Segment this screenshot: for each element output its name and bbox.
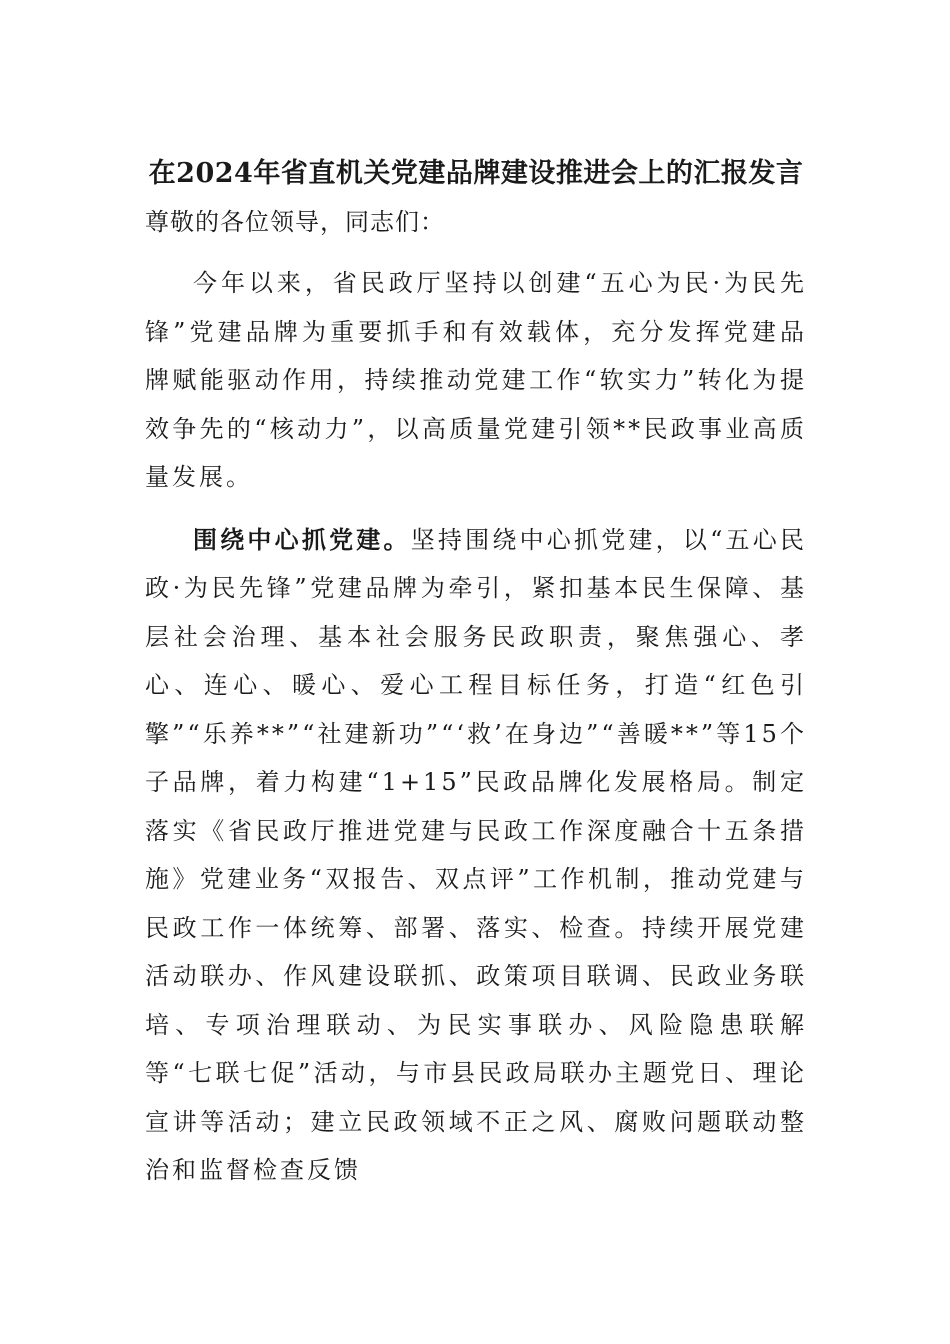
document-body <box>145 150 807 1195</box>
salutation: 尊敬的各位领导，同志们： <box>145 208 445 236</box>
paragraph-party-building <box>145 516 807 1195</box>
paragraph-lead-heading: 围绕中心抓党建。 <box>193 524 411 554</box>
document-title: 在2024年省直机关党建品牌建设推进会上的汇报发言 <box>148 158 804 189</box>
paragraph-body-text: 坚持围绕中心抓党建，以“五心民政·为民先锋”党建品牌为牵引，紧扣基本民生保障、基层社会治理、基本社会服务民政职责，聚焦强心、孝心、连心、暖心、爱心工程目标任务，打造“红色引擎”“乐养**”“社建新功”“‘救’在身边”“善暖**”等15个子品牌，着力构建“1+15”民政品牌化发展格局。制定落实《省民政厅推进党建与民政工作深度融合十五条措施》党建业务“双报告、双点评”工作机制，推动党建与民政工作一体统筹、部署、落实、检查。持续开展党建活动联办、作风建设联抓、政策项目联调、民政业务联培、专项治理联动、为民实事联办、风险隐患联解等“七联七促”活动，与市县民政局联办主题党日、理论宣讲等活动；建立民政领域不正之风、腐败问题联动整治和监督检查反馈 <box>145 525 807 1184</box>
paragraph-intro: 今年以来，省民政厅坚持以创建“五心为民·为民先锋”党建品牌为重要抓手和有效载体，充分发挥党建品牌赋能驱动作用，持续推动党建工作“软实力”转化为提效争先的“核动力”，以高质量党建引领**民政事业高质量发展。 <box>145 269 807 491</box>
